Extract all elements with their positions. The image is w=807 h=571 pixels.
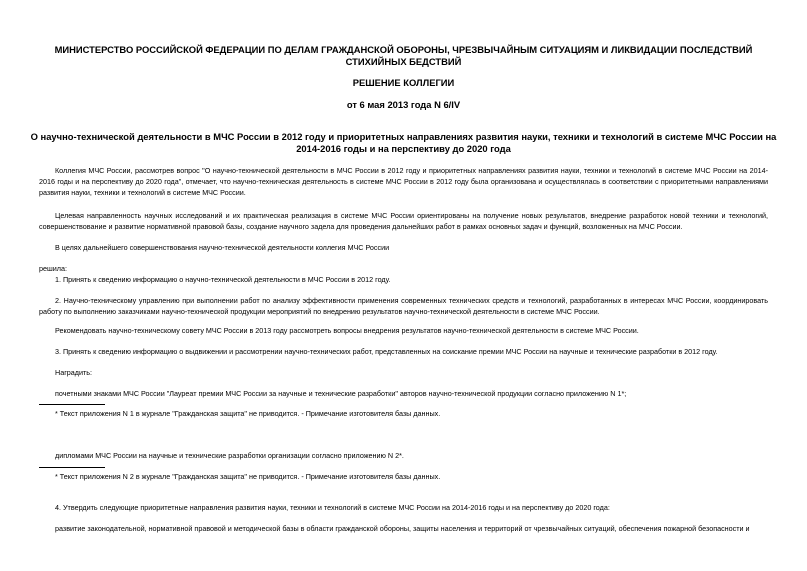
resolved-label: решила:: [39, 264, 67, 273]
footnote-divider-2: [39, 467, 105, 468]
paragraph-intro: Коллегия МЧС России, рассмотрев вопрос "О научно-технической деятельности в МЧС России в 2012 году и приоритетных направлениях развития науки, техники и технологий в системе МЧС России на 2014-2016 годы и на перспективу до 2020 года", отмечает, что научно-техническая деятельность в системе МЧС России в 2012 году была организована и осуществлялась в соответствии с приоритетными направлениями развития науки, техники и технологий в системе МЧС России.: [39, 166, 768, 197]
award-badges: почетными знаками МЧС России "Лауреат премии МЧС России за научные и технические разработки" авторов научно-технической продукции согласно приложению N 1*;: [55, 389, 627, 398]
document-subject: О научно-технической деятельности в МЧС России в 2012 году и приоритетных направлениях развития науки, техники и технологий в системе МЧС России на 2014-2016 годы и на перспективу до 2020 года: [30, 131, 777, 154]
paragraph-purpose: В целях дальнейшего совершенствования научно-технической деятельности коллегия МЧС России: [55, 243, 390, 252]
item-1: 1. Принять к сведению информацию о научно-технической деятельности в МЧС России в 2012 году.: [55, 275, 391, 284]
footnote-divider-1: [39, 404, 105, 405]
item-2: 2. Научно-техническому управлению при выполнении работ по анализу эффективности применения современных технических средств и технологий, разработанных в интересах МЧС России, координировать работу по выполнению заказчиками научно-технической продукции мероприятий по внедрению результатов научно-технической деятельности в системе МЧС России.: [39, 296, 768, 316]
item-4: 4. Утвердить следующие приоритетные направления развития науки, техники и технологий в системе МЧС России на 2014-2016 годы и на перспективу до 2020 года:: [55, 503, 610, 512]
item-3: 3. Принять к сведению информацию о выдвижении и рассмотрении научно-технических работ, представленных на соискание премии МЧС России на научные и технические разработки в 2012 году.: [55, 347, 718, 356]
document-type: РЕШЕНИЕ КОЛЛЕГИИ: [352, 77, 455, 88]
award-label: Наградить:: [55, 368, 93, 377]
ministry-heading: МИНИСТЕРСТВО РОССИЙСКОЙ ФЕДЕРАЦИИ ПО ДЕЛАМ ГРАЖДАНСКОЙ ОБОРОНЫ, ЧРЕЗВЫЧАЙНЫМ СИТУАЦИЯМ И ЛИКВИДАЦИИ ПОСЛЕДСТВИЙ СТИХИЙНЫХ БЕДСТВИЙ: [54, 44, 753, 67]
document-date-number: от 6 мая 2013 года N 6/IV: [346, 99, 461, 110]
paragraph-target: Целевая направленность научных исследований и их практическая реализация в системе МЧС России ориентированы на получение новых результатов, внедрение разработок новой техники и технологий, совершенствование и развитие нормативной правовой базы, создание научного задела для проведения дальнейших работ в рамках основных задач и функций, возложенных на МЧС России.: [39, 211, 768, 231]
footnote-1: * Текст приложения N 1 в журнале "Гражданская защита" не приводится. - Примечание изготовителя базы данных.: [55, 409, 441, 418]
item-2-recommendation: Рекомендовать научно-техническому совету МЧС России в 2013 году рассмотреть вопросы внедрения результатов научно-технической деятельности в системе МЧС России.: [55, 326, 639, 335]
item-4-line-1: развитие законодательной, нормативной правовой и методической базы в области гражданской обороны, защиты населения и территорий от чрезвычайных ситуаций, обеспечения пожарной безопасности и: [55, 524, 750, 533]
award-diplomas: дипломами МЧС России на научные и технические разработки организации согласно приложению N 2*.: [55, 451, 404, 460]
footnote-2: * Текст приложения N 2 в журнале "Гражданская защита" не приводится. - Примечание изготовителя базы данных.: [55, 472, 441, 481]
